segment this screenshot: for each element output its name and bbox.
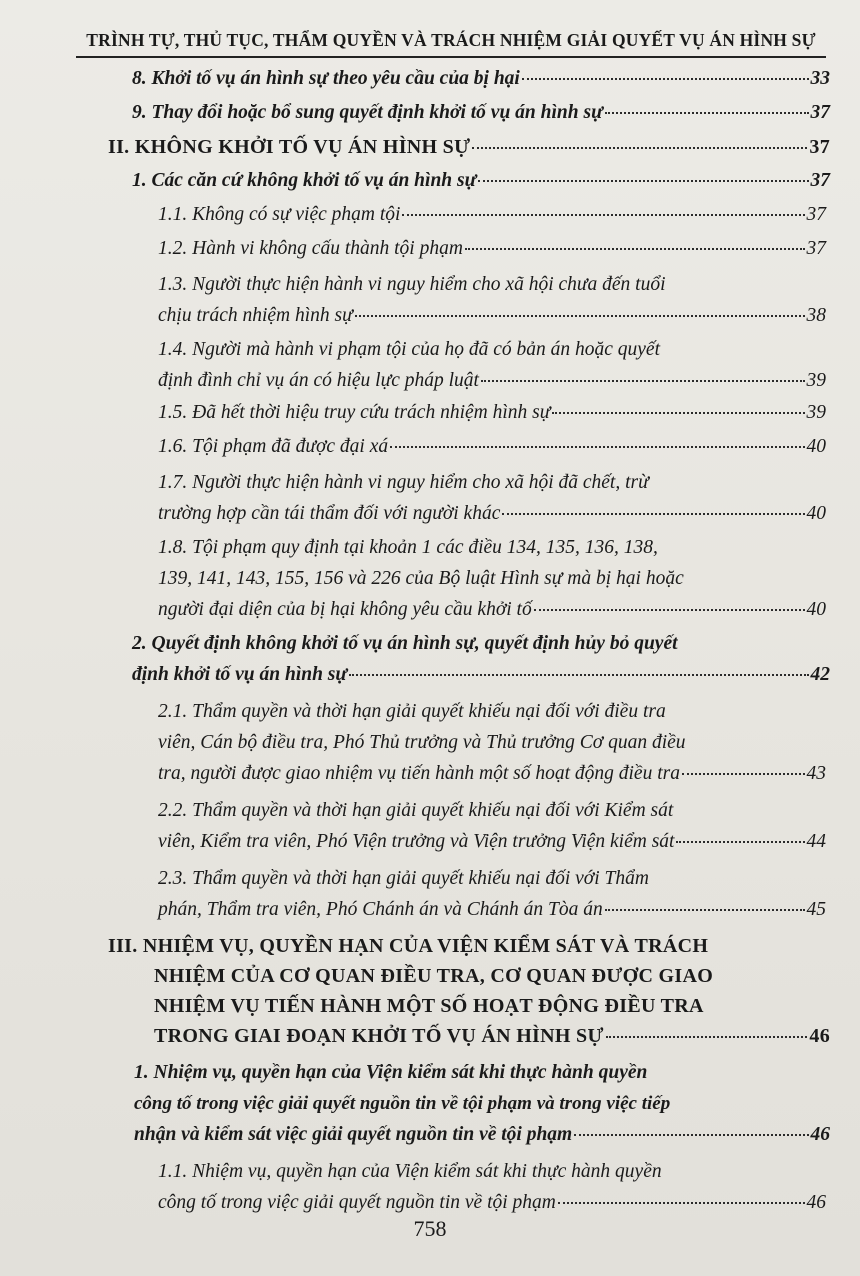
toc-page-number: 46 [806, 1192, 826, 1213]
toc-entry-text: tra, người được giao nhiệm vụ tiến hành một số hoạt động điều tra [158, 763, 680, 784]
toc-page-number: 45 [806, 899, 826, 920]
dot-leader [478, 180, 808, 182]
toc-entry-III-1-1 [0, 1156, 860, 1218]
dot-leader [522, 78, 809, 80]
toc-section-II [0, 130, 860, 164]
dot-leader [390, 446, 804, 448]
toc-entry-III-1 [0, 1057, 860, 1150]
toc-page-number: 39 [806, 370, 826, 391]
toc-entry-text: TRONG GIAI ĐOẠN KHỞI TỐ VỤ ÁN HÌNH SỰ [154, 1025, 604, 1047]
dot-leader [472, 147, 807, 149]
toc-page-number: 38 [806, 305, 826, 326]
toc-page-number: 37 [806, 238, 826, 259]
toc-entry-text-line: NHIỆM CỦA CƠ QUAN ĐIỀU TRA, CƠ QUAN ĐƯỢC GIAO [154, 965, 714, 987]
toc-entry-9 [0, 96, 860, 130]
toc-entry-text-line: 1.1. Nhiệm vụ, quyền hạn của Viện kiểm sát khi thực hành quyền [158, 1161, 662, 1182]
toc-entry-II-1 [0, 164, 860, 198]
toc-entry-text: 1.2. Hành vi không cấu thành tội phạm [158, 238, 463, 259]
toc-entry-text-line: 1.7. Người thực hiện hành vi nguy hiểm cho xã hội đã chết, trừ [158, 472, 649, 493]
toc-entry-1-5 [0, 396, 860, 430]
toc-entry-8 [0, 62, 860, 96]
dot-leader [605, 112, 809, 114]
toc-page-number: 42 [810, 664, 830, 685]
toc-page-number: 46 [810, 1124, 830, 1145]
toc-entry-text: 1.5. Đã hết thời hiệu truy cứu trách nhiệm hình sự [158, 402, 551, 423]
toc-page-number: 33 [810, 68, 830, 89]
toc-page-number: 40 [806, 436, 826, 457]
dot-leader [349, 674, 808, 676]
toc-entry-text: II. KHÔNG KHỞI TỐ VỤ ÁN HÌNH SỰ [108, 136, 471, 158]
toc-entry-text-line: 2.1. Thẩm quyền và thời hạn giải quyết khiếu nại đối với điều tra [158, 701, 666, 722]
table-of-contents [0, 58, 860, 1218]
toc-entry-text: 1. Các căn cứ không khởi tố vụ án hình sự [132, 170, 477, 191]
toc-entry-1-3 [0, 269, 860, 331]
toc-entry-text: 8. Khởi tố vụ án hình sự theo yêu cầu của bị hại [132, 68, 520, 89]
dot-leader [574, 1134, 808, 1136]
toc-entry-1-2 [0, 232, 860, 266]
dot-leader [605, 909, 805, 911]
dot-leader [676, 841, 804, 843]
toc-entry-1-7 [0, 467, 860, 529]
toc-entry-text-line: 2. Quyết định không khởi tố vụ án hình sự, quyết định hủy bỏ quyết [132, 633, 678, 654]
toc-entry-text: viên, Kiểm tra viên, Phó Viện trưởng và Viện trưởng Viện kiểm sát [158, 831, 675, 852]
toc-entry-1-1 [0, 198, 860, 232]
toc-entry-text-line: 1.3. Người thực hiện hành vi nguy hiểm cho xã hội chưa đến tuổi [158, 274, 666, 295]
dot-leader [606, 1036, 808, 1038]
toc-entry-text: chịu trách nhiệm hình sự [158, 305, 353, 326]
toc-entry-text-line: 2.2. Thẩm quyền và thời hạn giải quyết khiếu nại đối với Kiểm sát [158, 800, 674, 821]
toc-entry-2-1 [0, 696, 860, 789]
toc-entry-2-2 [0, 795, 860, 857]
toc-entry-1-6 [0, 430, 860, 464]
toc-entry-text-line: 2.3. Thẩm quyền và thời hạn giải quyết khiếu nại đối với Thẩm [158, 868, 649, 889]
toc-entry-text: 1.1. Không có sự việc phạm tội [158, 204, 401, 225]
dot-leader [355, 315, 805, 317]
dot-leader [465, 248, 805, 250]
running-header: TRÌNH TỰ, THỦ TỤC, THẨM QUYỀN VÀ TRÁCH NHIỆM GIẢI QUYẾT VỤ ÁN HÌNH SỰ [86, 30, 816, 50]
toc-entry-text-line: viên, Cán bộ điều tra, Phó Thủ trưởng và Thủ trưởng Cơ quan điều [158, 732, 686, 753]
toc-entry-text: trường hợp cần tái thẩm đối với người khác [158, 503, 501, 524]
toc-entry-text-line: 1.4. Người mà hành vi phạm tội của họ đã có bản án hoặc quyết [158, 339, 660, 360]
toc-entry-text-line: công tố trong việc giải quyết nguồn tin về tội phạm và trong việc tiếp [134, 1093, 671, 1114]
toc-page-number: 40 [806, 503, 826, 524]
toc-entry-II-2 [0, 628, 860, 690]
toc-entry-text: công tố trong việc giải quyết nguồn tin về tội phạm [158, 1192, 556, 1213]
toc-entry-text-line: 139, 141, 143, 155, 156 và 226 của Bộ luật Hình sự mà bị hại hoặc [158, 568, 684, 589]
toc-entry-1-4 [0, 334, 860, 396]
toc-page-number: 37 [809, 136, 830, 158]
toc-entry-text-line: 1. Nhiệm vụ, quyền hạn của Viện kiểm sát khi thực hành quyền [134, 1062, 648, 1083]
toc-page-number: 37 [806, 204, 826, 225]
toc-page-number: 43 [806, 763, 826, 784]
page-number: 758 [413, 1216, 447, 1241]
toc-page-number: 37 [810, 102, 830, 123]
toc-page-number: 44 [806, 831, 826, 852]
toc-entry-text: người đại diện của bị hại không yêu cầu khởi tố [158, 599, 532, 620]
toc-entry-text-line: III. NHIỆM VỤ, QUYỀN HẠN CỦA VIỆN KIỂM SÁT VÀ TRÁCH [108, 935, 709, 957]
dot-leader [534, 609, 805, 611]
dot-leader [552, 412, 804, 414]
dot-leader [558, 1202, 805, 1204]
toc-entry-text: định đình chỉ vụ án có hiệu lực pháp luật [158, 370, 479, 391]
toc-entry-text: 1.6. Tội phạm đã được đại xá [158, 436, 389, 457]
dot-leader [402, 214, 804, 216]
dot-leader [481, 380, 805, 382]
toc-entry-2-3 [0, 863, 860, 925]
dot-leader [682, 773, 805, 775]
toc-entry-text: nhận và kiểm sát việc giải quyết nguồn tin về tội phạm [134, 1124, 573, 1145]
toc-page-number: 39 [806, 402, 826, 423]
toc-page-number: 40 [806, 599, 826, 620]
toc-page-number: 37 [810, 170, 830, 191]
toc-section-III [0, 931, 860, 1051]
toc-entry-text: phán, Thẩm tra viên, Phó Chánh án và Chánh án Tòa án [158, 899, 603, 920]
dot-leader [502, 513, 804, 515]
toc-entry-text: 9. Thay đổi hoặc bổ sung quyết định khởi tố vụ án hình sự [132, 102, 603, 123]
toc-entry-text-line: 1.8. Tội phạm quy định tại khoản 1 các điều 134, 135, 136, 138, [158, 537, 658, 558]
toc-page-number: 46 [809, 1025, 830, 1047]
toc-entry-text-line: NHIỆM VỤ TIẾN HÀNH MỘT SỐ HOẠT ĐỘNG ĐIỀU TRA [154, 995, 704, 1017]
toc-entry-text: định khởi tố vụ án hình sự [132, 664, 348, 685]
toc-entry-1-8 [0, 532, 860, 625]
